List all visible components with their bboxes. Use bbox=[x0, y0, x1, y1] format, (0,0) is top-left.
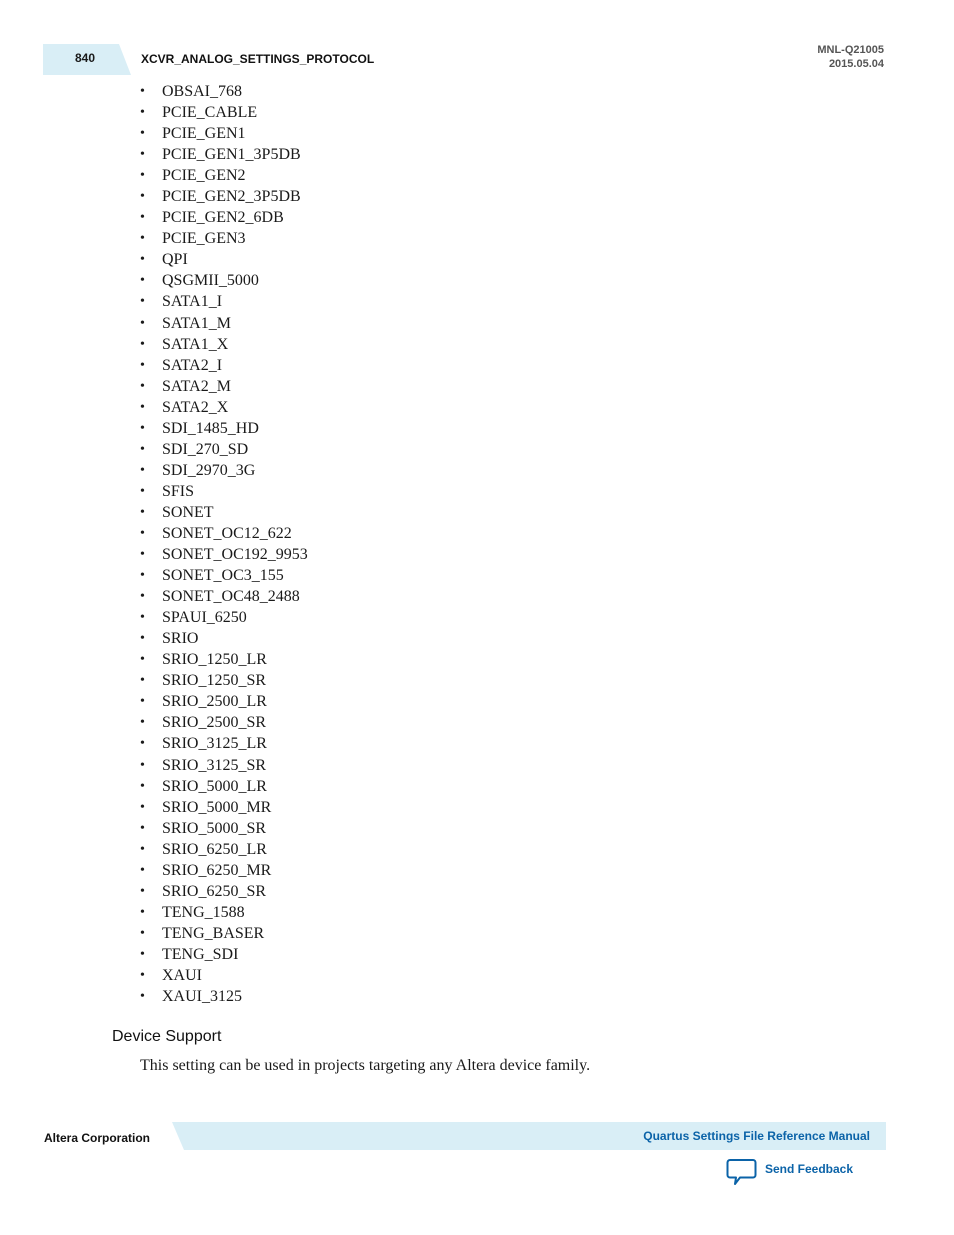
list-item: • OBSAI_768 bbox=[140, 81, 308, 102]
list-item: • SRIO_2500_LR bbox=[140, 691, 308, 712]
list-item: • SATA2_I bbox=[140, 355, 308, 376]
send-feedback-label: Send Feedback bbox=[765, 1162, 854, 1176]
list-item: • TENG_SDI bbox=[140, 944, 308, 965]
list-item: • SDI_270_SD bbox=[140, 439, 308, 460]
protocol-list bbox=[140, 81, 308, 1007]
list-item: • SONET bbox=[140, 502, 308, 523]
device-support-heading: Device Support bbox=[112, 1028, 222, 1045]
list-item: • QPI bbox=[140, 249, 308, 270]
manual-title-link[interactable]: Quartus Settings File Reference Manual bbox=[643, 1129, 870, 1143]
list-item: • XAUI_3125 bbox=[140, 986, 308, 1007]
list-item: • QSGMII_5000 bbox=[140, 270, 308, 291]
list-item: • PCIE_GEN2_3P5DB bbox=[140, 186, 308, 207]
list-item: • SRIO_6250_MR bbox=[140, 860, 308, 881]
list-item: • PCIE_GEN3 bbox=[140, 228, 308, 249]
list-item: • SRIO_1250_SR bbox=[140, 670, 308, 691]
list-item: • SRIO_6250_LR bbox=[140, 839, 308, 860]
list-item: • SFIS bbox=[140, 481, 308, 502]
list-item: • SATA1_M bbox=[140, 313, 308, 334]
list-item: • SRIO_3125_LR bbox=[140, 733, 308, 754]
list-item: • SDI_1485_HD bbox=[140, 418, 308, 439]
list-item: • PCIE_GEN2 bbox=[140, 165, 308, 186]
list-item: • SPAUI_6250 bbox=[140, 607, 308, 628]
page-number: 840 bbox=[74, 51, 96, 65]
list-item: • PCIE_GEN1 bbox=[140, 123, 308, 144]
list-item: • SRIO bbox=[140, 628, 308, 649]
list-item: • SRIO_1250_LR bbox=[140, 649, 308, 670]
list-item: • SONET_OC48_2488 bbox=[140, 586, 308, 607]
list-item: • SATA2_M bbox=[140, 376, 308, 397]
document-id-block bbox=[817, 43, 884, 71]
footer-company: Altera Corporation bbox=[44, 1131, 151, 1145]
list-item: • SATA2_X bbox=[140, 397, 308, 418]
list-item: • TENG_1588 bbox=[140, 902, 308, 923]
list-item: • SDI_2970_3G bbox=[140, 460, 308, 481]
speech-bubble-icon bbox=[726, 1158, 757, 1186]
list-item: • SATA1_I bbox=[140, 291, 308, 312]
list-item: • TENG_BASER bbox=[140, 923, 308, 944]
section-title: XCVR_ANALOG_SETTINGS_PROTOCOL bbox=[141, 52, 375, 66]
list-item: • PCIE_GEN1_3P5DB bbox=[140, 144, 308, 165]
list-item: • SONET_OC3_155 bbox=[140, 565, 308, 586]
list-item: • SATA1_X bbox=[140, 334, 308, 355]
list-item: • PCIE_GEN2_6DB bbox=[140, 207, 308, 228]
list-item: • SRIO_3125_SR bbox=[140, 755, 308, 776]
document-date: 2015.05.04 bbox=[828, 58, 884, 70]
list-item: • SRIO_5000_LR bbox=[140, 776, 308, 797]
document-id: MNL-Q21005 bbox=[817, 44, 884, 56]
list-item: • SRIO_5000_SR bbox=[140, 818, 308, 839]
device-support-text: This setting can be used in projects targeting any Altera device family. bbox=[140, 1057, 591, 1074]
list-item: • SRIO_2500_SR bbox=[140, 712, 308, 733]
list-item: • SONET_OC12_622 bbox=[140, 523, 308, 544]
list-item: • SRIO_5000_MR bbox=[140, 797, 308, 818]
list-item: • PCIE_CABLE bbox=[140, 102, 308, 123]
list-item: • SRIO_6250_SR bbox=[140, 881, 308, 902]
list-item: • XAUI bbox=[140, 965, 308, 986]
send-feedback-link[interactable] bbox=[726, 1158, 853, 1186]
list-item: • SONET_OC192_9953 bbox=[140, 544, 308, 565]
